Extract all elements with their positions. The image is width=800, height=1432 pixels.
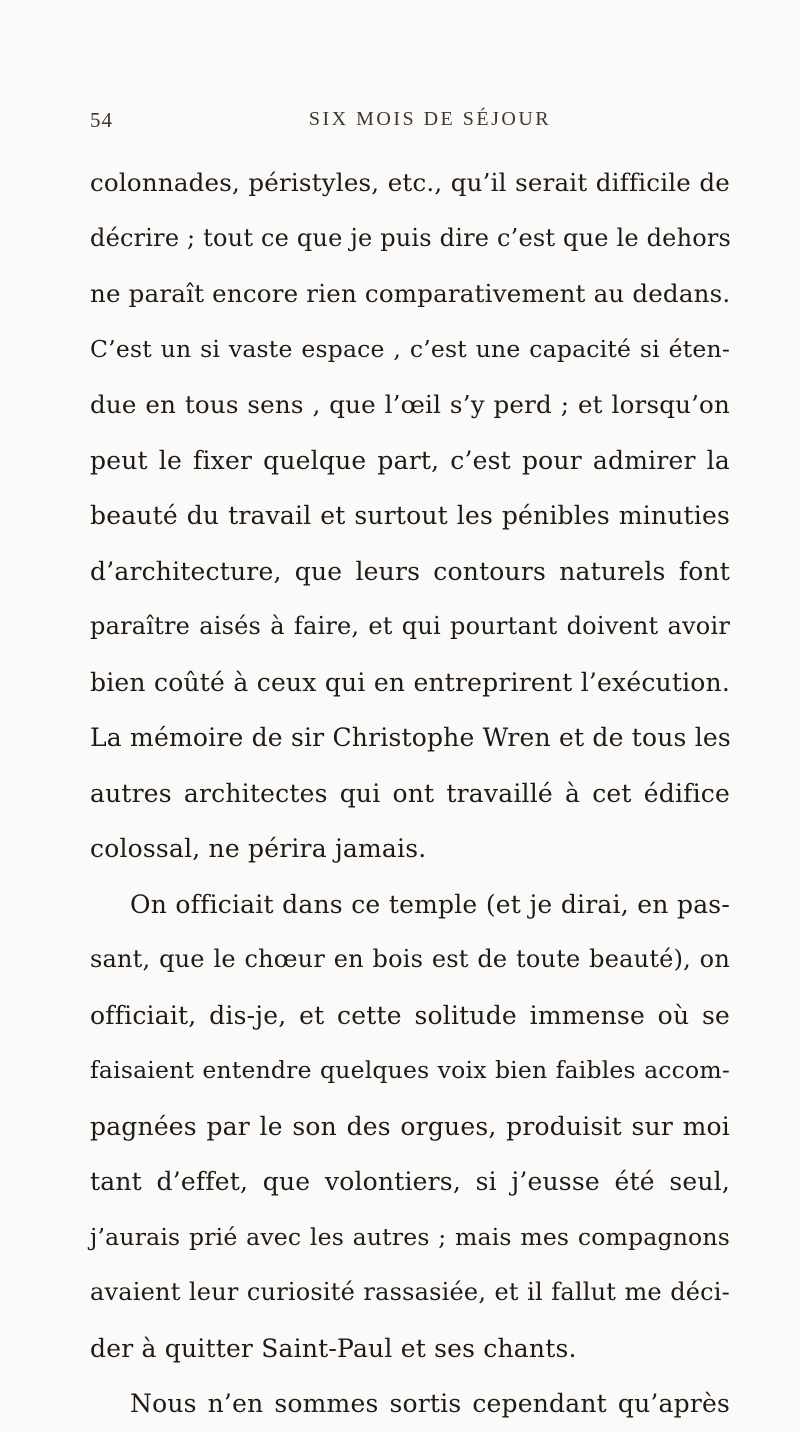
text-line: autres architectes qui ont travaillé à cet édifice (90, 778, 730, 808)
text-line: bien coûté à ceux qui en entreprirent l’exécution. (90, 667, 730, 697)
text-line: paraître aisés à faire, et qui pourtant doivent avoir (90, 612, 730, 640)
running-head (90, 108, 730, 138)
body-text (90, 155, 730, 1432)
text-line: pagnées par le son des orgues, produisit sur moi (90, 1111, 730, 1141)
running-title: SIX MOIS DE SÉJOUR (308, 108, 552, 130)
text-line: tant d’effet, que volontiers, si j’eusse été seul, (90, 1167, 730, 1196)
text-line: C’est un si vaste espace , c’est une capacité si éten- (90, 334, 730, 363)
text-line: d’architecture, que leurs contours naturels font (90, 556, 730, 586)
text-line: j’aurais prié avec les autres ; mais mes compagnons (90, 1222, 730, 1251)
text-line: colossal, ne périra jamais. (90, 834, 427, 863)
text-line: La mémoire de sir Christophe Wren et de tous les (90, 723, 731, 752)
text-line: Nous n’en sommes sortis cependant qu’après (130, 1389, 730, 1418)
text-line: On officiait dans ce temple (et je dirai, en pas- (130, 889, 730, 919)
text-line: der à quitter Saint-Paul et ses chants. (90, 1333, 577, 1363)
text-line: due en tous sens , que l’œil s’y perd ; et lorsqu’on (90, 390, 730, 419)
text-line: peut le fixer quelque part, c’est pour admirer la (90, 445, 730, 475)
text-line: ne paraît encore rien comparativement au dedans. (90, 279, 731, 308)
text-line: sant, que le chœur en bois est de toute beauté), on (90, 945, 730, 973)
page-number: 54 (90, 108, 113, 132)
text-line: décrire ; tout ce que je puis dire c’est que le dehors (90, 223, 732, 252)
text-line: beauté du travail et surtout les pénibles minuties (90, 501, 730, 530)
text-line: colonnades, péristyles, etc., qu’il serait difficile de (90, 168, 730, 197)
text-line: officiait, dis-je, et cette solitude immense où se (90, 1000, 730, 1030)
text-line: faisaient entendre quelques voix bien faibles accom- (90, 1056, 730, 1084)
text-line: avaient leur curiosité rassasiée, et il fallut me déci- (90, 1278, 730, 1306)
